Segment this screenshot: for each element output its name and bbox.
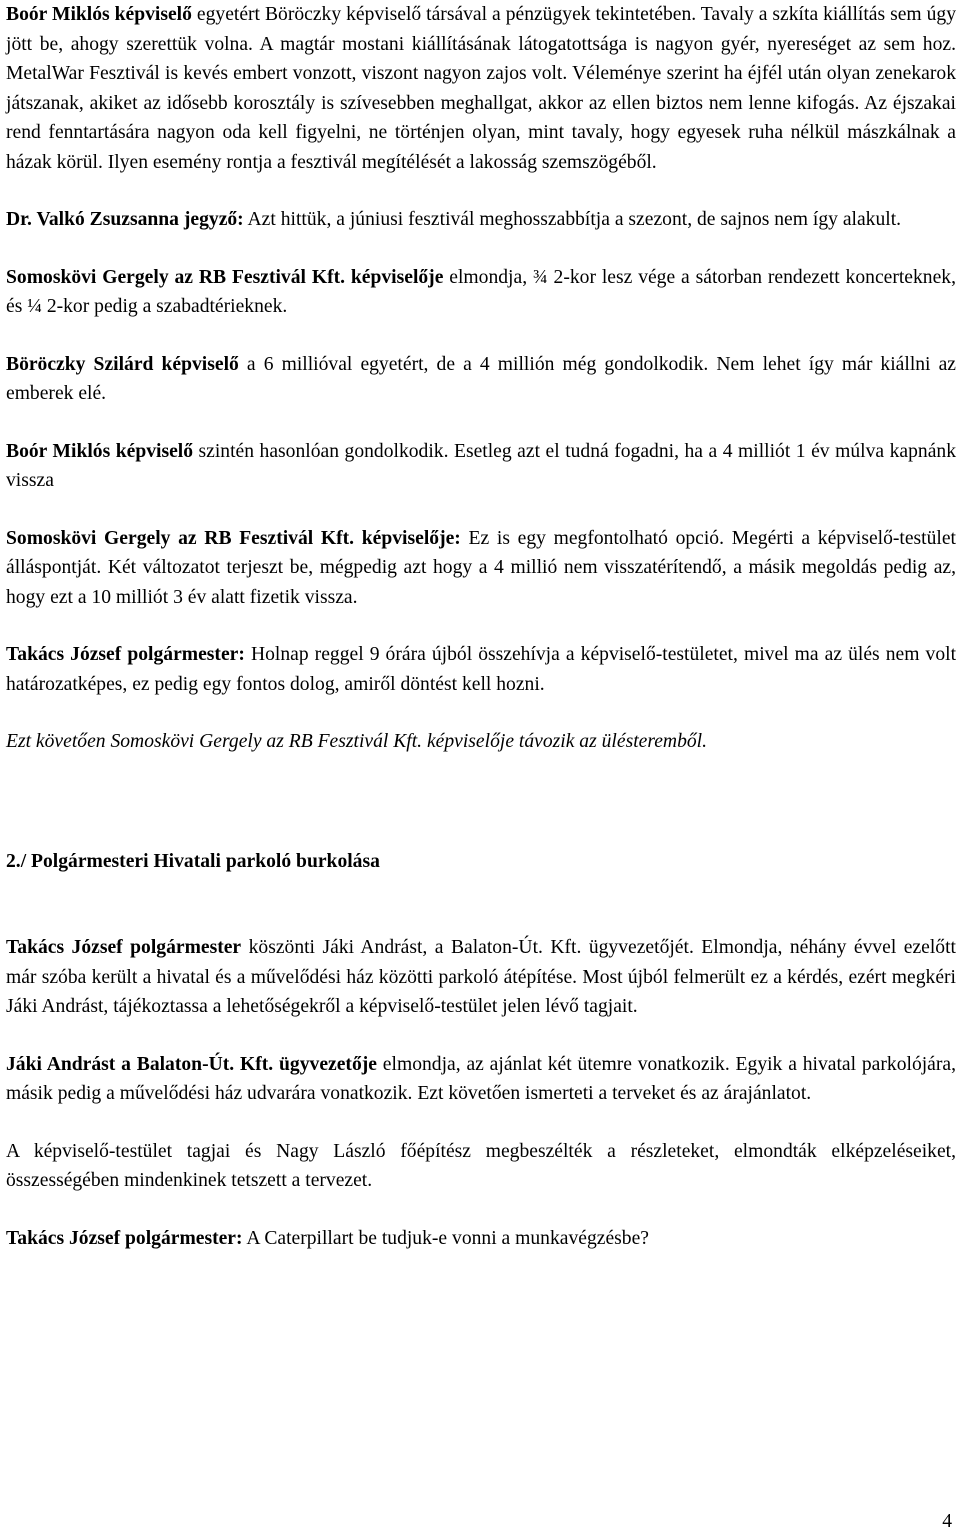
paragraph-text: elmondja, az ajánlat két ütemre vonatkozik. Egyik a hivatal parkolójára, másik pedig a művelődési ház udvarára vonatkozik. Ezt követően ismerteti a terveket és az árajánlatot. [6, 1053, 956, 1104]
paragraph-boor-2 [6, 437, 956, 496]
paragraph-somoskovi-1 [6, 263, 956, 322]
paragraph-takacs-3 [6, 1224, 956, 1254]
speaker-name: Böröczky Szilárd képviselő [6, 353, 239, 375]
speaker-name: Boór Miklós képviselő [6, 440, 194, 462]
document-page [6, 0, 956, 1253]
paragraph-takacs-2 [6, 933, 956, 1022]
paragraph-text: A képviselő-testület tagjai és Nagy László főépítész megbeszélték a részleteket, elmondták elképzeléseiket, összességében mindenkinek tetszett a tervezet. [6, 1140, 956, 1191]
speaker-name: Takács József polgármester [6, 937, 242, 958]
speaker-name: Takács József polgármester: [6, 1227, 243, 1249]
speaker-name: Somoskövi Gergely az RB Fesztivál Kft. képviselője [6, 266, 444, 288]
paragraph-text: Holnap reggel 9 órára újból összehívja a képviselő-testületet, mivel ma az ülés nem volt határozatképes, ez pedig egy fontos dolog, amiről döntést kell hozni. [6, 644, 957, 695]
paragraph-takacs-1 [6, 640, 956, 699]
paragraph-jaki [6, 1050, 956, 1109]
paragraph-testulet [6, 1137, 956, 1196]
paragraph-text: Azt hittük, a júniusi fesztivál meghosszabbítja a szezont, de sajnos nem így alakult. [243, 209, 902, 230]
speaker-name: Dr. Valkó Zsuzsanna jegyző: [6, 209, 244, 230]
speaker-name: Somoskövi Gergely az RB Fesztivál Kft. képviselője: [6, 527, 461, 549]
section-heading: 2./ Polgármesteri Hivatali parkoló burkolása [6, 850, 380, 872]
paragraph-boor-metalwar [6, 0, 956, 177]
speaker-name: Takács József polgármester: [6, 644, 245, 665]
paragraph-somoskovi-2 [6, 524, 956, 613]
speaker-name: Jáki Andrást a Balaton-Út. Kft. ügyvezetője [6, 1053, 377, 1075]
paragraph-text: szintén hasonlóan gondolkodik. Esetleg azt el tudná fogadni, ha a 4 milliót 1 év múlva kapnánk vissza [6, 440, 956, 491]
paragraph-text: Ez is egy megfontolható opció. Megérti a képviselő-testület álláspontját. Két változatot terjeszt be, mégpedig azt hogy a 4 millió nem visszatérítendő, a másik megoldás pedig az, hogy ezt a 10 milliót 3 év alatt fizetik vissza. [6, 527, 957, 608]
paragraph-text: köszönti Jáki Andrást, a Balaton-Út. Kft. ügyvezetőjét. Elmondja, néhány évvel ezelőtt már szóba került a hivatal és a művelődési ház közötti parkoló átépítése. Most újból felmerült ez a kérdés, ezért megkéri Jáki Andrást, tájékoztassa a lehetőségekről a képviselő-testület jelen lévő tagjait. [6, 937, 956, 1017]
paragraph-valko [6, 205, 956, 235]
paragraph-text: elmondja, ¾ 2-kor lesz vége a sátorban rendezett koncerteknek, és ¼ 2-kor pedig a szabadtérieknek. [6, 266, 956, 317]
paragraph-text: egyetért Böröczky képviselő társával a pénzügyek tekintetében. Tavaly a szkíta kiállítás sem úgy jött be, ahogy szerettük volna. A magtár mostani kiállításának látogatottsága is nagyon gyér, nyereséget az sem hoz. MetalWar Fesztivál is kevés embert vonzott, viszont nagyon zajos volt. Véleménye szerint ha éjfél után olyan zenekarok játszanak, akiket az idősebb korosztály is szívesebben meghallgat, akkor az ellen biztos nem lenne kifogás. Az éjszakai rend fenntartására nagyon oda kell figyelni, ne történjen olyan, mint tavaly, hogy egyesek ruha nélkül mászkálnak a házak körül. Ilyen esemény rontja a fesztivál megítélését a lakosság szemszögéből. [6, 4, 957, 173]
italic-note: Ezt követően Somoskövi Gergely az RB Fesztivál Kft. képviselője távozik az ülésteremből. [6, 731, 708, 752]
page-number: 4 [942, 1511, 952, 1532]
paragraph-text: a 6 millióval egyetért, de a 4 millión még gondolkodik. Nem lehet így már kiállni az emberek elé. [6, 353, 956, 404]
speaker-name: Boór Miklós képviselő [6, 4, 192, 25]
paragraph-boroczky [6, 350, 956, 409]
paragraph-text: A Caterpillart be tudjuk-e vonni a munkavégzésbe? [242, 1227, 649, 1249]
